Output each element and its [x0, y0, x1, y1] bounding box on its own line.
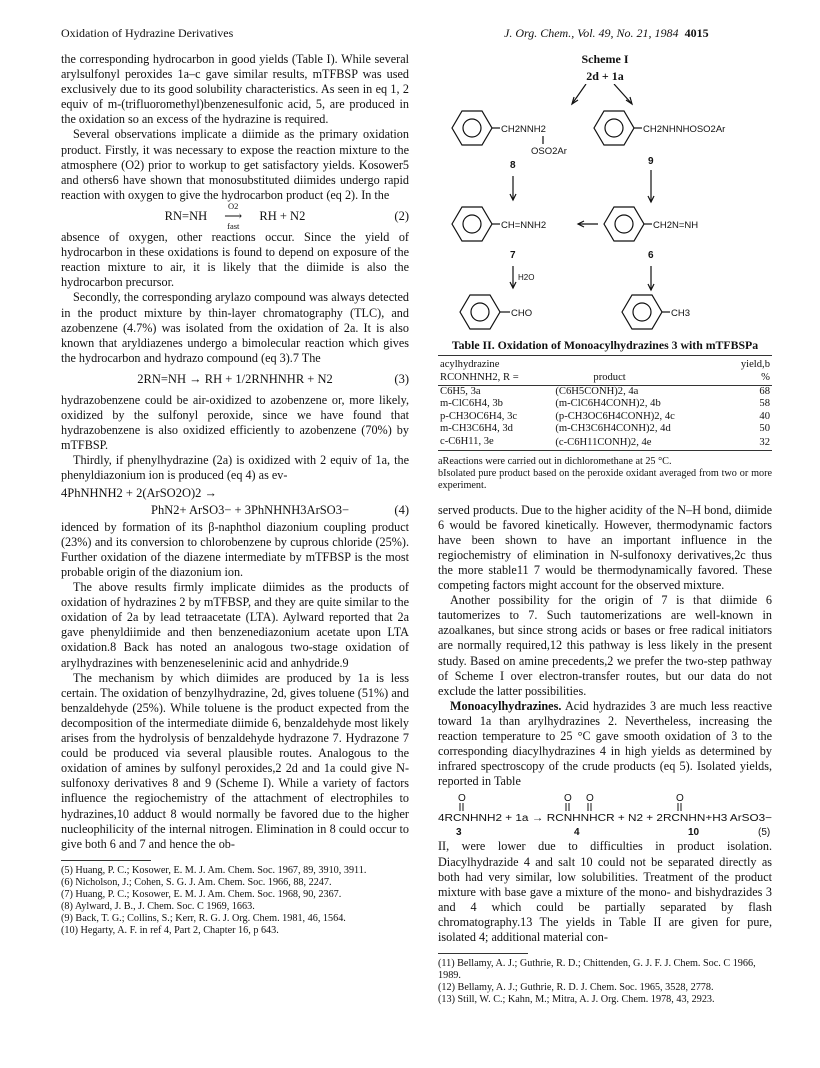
paragraph: II, were lower due to difficulties in product isolation. Diacylhydrazide 4 and salt 10 could not be separated directly as both had very similar, low solubilities. Treatment of the product mixture with base gave a mixture of the mono- and bishydrazides 3 and 4 which could be partially separated by flash chromatography.13 The yields in Table II are given for pure, isolated 4; additional material con- [438, 839, 772, 944]
scheme-reactants: 2d + 1a [586, 69, 624, 84]
scheme-title: Scheme I [581, 52, 629, 66]
footnote-rule [61, 860, 151, 861]
compound-6-group: CH2N=NH [653, 220, 699, 232]
equation-2: RN=NH O2 ⟶ fast RH + N2 (2) [164, 200, 409, 231]
reagent-water: H2O [518, 273, 535, 283]
compound-label-8: 8 [510, 160, 516, 172]
running-header: Oxidation of Hydrazine Derivatives [61, 26, 234, 40]
table-header-cell: acylhydrazine RCONHNH2, R = [440, 359, 519, 383]
benzene-ring [622, 295, 662, 329]
table-row: m-CH3C6H4, 3d (m-CH3C6H4CONH)2, 4d 50 [440, 423, 770, 435]
paragraph: served products. Due to the higher acidity of the N–H bond, diimide 6 would be favored kinetically. However, thermodynamic factors have been shown to have an important influence in the regiochemistry of elimination in N-sulfonoxy derivatives,2c thus the more stable11 7 would be thermodynamically favored. These competing factors might account for the observed mixture. [438, 502, 772, 593]
equation-5 [438, 791, 772, 837]
journal-citation: J. Org. Chem., Vol. 49, No. 21, 1984 4015 [504, 26, 709, 40]
compound-8-group: CH2NNH2 [501, 124, 546, 136]
svg-text:O: O [564, 793, 572, 805]
paragraph: Monoacylhydrazines. Acid hydrazides 3 are much less reactive toward 1a than arylhydrazines 2. Nevertheless, increasing the reaction temperature to 25 °C gave smooth oxidation of 3 to the corresponding diacylhydrazines 4 in high yields as determined by infrared spectroscopy of the crude products (eq 5). Isolated yields, reported in Table [438, 698, 772, 789]
left-column [61, 52, 409, 937]
table-ii [438, 355, 772, 451]
table-row: p-CH3OC6H4, 3c (p-CH3OC6H4CONH)2, 4c 40 [440, 410, 770, 422]
equation-4-line-2: PhN2+ ArSO3− + 3PhNHNH3ArSO3− (4) [151, 502, 409, 517]
footnote: (8) Aylward, J. B., J. Chem. Soc. C 1969, 1663. [61, 900, 255, 912]
benzene-ring [452, 207, 492, 241]
paragraph: idenced by formation of its β-naphthol diazonium coupling product (23%) and its conversion to chlorobenzene by cuprous chloride (25%). Further oxidation of the diazene intermediate by mTFBSP is the most probable origin of the diazonium ion. [61, 519, 409, 579]
table-note: aReactions were carried out in dichloromethane at 25 °C. [438, 456, 672, 468]
table-note: bIsolated pure product based on the peroxide oxidant averaged from two or more experiment. [438, 468, 772, 492]
product-ch3: CH3 [671, 308, 691, 320]
equation-3: 2RN=NH → RH + 1/2RNHNHR + N2 (3) [137, 371, 409, 386]
paragraph: the corresponding hydrocarbon in good yields (Table I). While several arylsulfonyl peroxides 1a–c gave similar results, mTFBSP was used exclusively due to its good solubility characteristics. As seen in eq 1, 2 equiv of m-(trifluoromethyl)benzenesulfonic acid, 5, are produced in the oxidation so an excess of the hydrazine is required. [61, 52, 409, 127]
paragraph: absence of oxygen, other reactions occur. Since the yield of hydrocarbon in these oxidations is found to depend on exposure of the reaction mixture to air, it is likely that the diimide is also the hydrocarbon precursor. [61, 230, 409, 290]
section-heading: Monoacylhydrazines. [450, 698, 562, 713]
table-title: Table II. Oxidation of Monoacylhydrazines 3 with mTFBSPa [451, 338, 759, 353]
footnote: (12) Bellamy, A. J.; Guthrie, R. D. J. Chem. Soc. 1965, 3528, 2778. [438, 982, 714, 994]
footnote: (6) Nicholson, J.; Cohen, S. G. J. Am. Chem. Soc. 1966, 88, 2247. [61, 876, 332, 888]
footnote: (5) Huang, P. C.; Kosower, E. M. J. Am. Chem. Soc. 1967, 89, 3910, 3911. [61, 864, 367, 876]
compound-label-9: 9 [648, 156, 654, 168]
svg-text:3: 3 [456, 827, 462, 838]
compound-8-substituent: OSO2Ar [531, 146, 567, 158]
equation-4-line-1: 4PhNHNH2 + 2(ArSO2O)2 → [61, 485, 218, 500]
footnote: (7) Huang, P. C.; Kosower, E. M. J. Am. Chem. Soc. 1968, 90, 2367. [61, 888, 342, 900]
paragraph: Another possibility for the origin of 7 is that diimide 6 tautomerizes to 7. Such tautomerizations are well-known in azoalkanes, but since strong acids or bases or free radical initiators are normally required,12 this pathway is less likely in the present study. Based on amine precedents,2 we prefer the two-step pathway of Scheme I over electron-transfer routes, but our data do not exclude the latter possibilities. [438, 593, 772, 698]
paragraph: Secondly, the corresponding arylazo compound was always detected in the product mixture by thin-layer chromatography (TLC), and azobenzene (4.7%) was isolated from the oxidation of 2a. It is also known that aryldiazenes undergo a bimolecular reaction which gives the hydrocarbon and hydrazo compound (eq 3).7 The [61, 290, 409, 365]
svg-text:O: O [676, 793, 684, 805]
compound-9-group: CH2NHNHOSO2Ar [643, 124, 726, 136]
benzene-ring [594, 111, 634, 145]
benzene-ring [604, 207, 644, 241]
paragraph: Several observations implicate a diimide as the primary oxidation product. Firstly, it was necessary to expose the reaction mixture to the atmosphere (O2) prior to workup to get satisfactory yields. Kosower5 and others6 have shown that monosubstituted diimides undergo rapid reaction with oxygen to give the hydrocarbon product (eq 2). In the [61, 127, 409, 202]
svg-text:O: O [458, 793, 466, 805]
table-header-cell: product [593, 371, 626, 383]
footnote: (9) Back, T. G.; Collins, S.; Kerr, R. G. J. Org. Chem. 1981, 46, 1564. [61, 912, 346, 924]
footnote-rule [438, 953, 528, 954]
paragraph: The above results firmly implicate diimides as the products of oxidation of hydrazines 2 by mTFBSP, and they are quite similar to the oxidation of 2a by lead tetraacetate (LTA). Aylward reported that 2a gave phenyldiimide and then benzenediazonium acetate upon LTA oxidation.8 Back has noted an analogous two-stage oxidation of arylhydrazines with benzeneseleninic acid and anhydride.9 [61, 580, 409, 670]
paragraph: The mechanism by which diimides are produced by 1a is less certain. The oxidation of benzylhydrazine, 2d, gives toluene (51%) and benzaldehyde (25%). While toluene is the product expected from the decomposition of the intermediate diimide 6, benzaldehyde most likely arises from the hydrolysis of benzaldehyde hydrazone 7. Hydrazone 7 could be produced via several plausible routes. Analogous to the oxidation of amines by sulfonyl peroxides,2 2d and 1a could give N-sulfonoxy derivatives 8 and 9 (Scheme I). While a variety of factors influence the regiochemistry of the attachment of electrophiles to hydrazines,10 adduct 8 would normally be favored due to the higher nucleophilicity of the internal nitrogen. Elimination in 8 could occur to give both 6 and 7 and hence the ob- [61, 670, 409, 851]
benzene-ring [452, 111, 492, 145]
svg-text:(5): (5) [758, 827, 771, 838]
svg-text:10: 10 [688, 827, 700, 838]
footnote: (10) Hegarty, A. F. in ref 4, Part 2, Chapter 16, p 643. [61, 924, 279, 936]
compound-7-group: CH=NNH2 [501, 220, 547, 232]
svg-text:4RCNHNH2 + 1a → RCNHNHCR + N2: 4RCNHNH2 + 1a → RCNHNHCR + N2 + 2RCNHN+H3 ArSO3− [438, 813, 772, 825]
compound-label-7: 7 [510, 250, 516, 262]
paragraph: Thirdly, if phenylhydrazine (2a) is oxidized with 2 equiv of 1a, the phenyldiazonium ion is produced (eq 4) as ev- [61, 453, 409, 483]
scheme-diagram [438, 84, 772, 334]
right-column [438, 52, 772, 1006]
table-row: c-C6H11, 3e (c-C6H11CONH)2, 4e 32 [438, 436, 772, 451]
paragraph: hydrazobenzene could be air-oxidized to azobenzene or, more likely, oxidized by the sulfonyl peroxide, since we have found that hydrazobenzene is also oxidized efficiently to azobenzene (70%) by mTFBSP. [61, 392, 409, 453]
table-row: C6H5, 3a (C6H5CONH)2, 4a 68 [440, 386, 770, 397]
svg-text:O: O [586, 793, 594, 805]
product-cho: CHO [511, 308, 533, 320]
table-header-cell: yield,b % [740, 359, 770, 383]
footnote: (11) Bellamy, A. J.; Guthrie, R. D.; Chittenden, G. J. F. J. Chem. Soc. C 1966, 1989. [438, 958, 756, 982]
benzene-ring [460, 295, 500, 329]
footnote: (13) Still, W. C.; Kahn, M.; Mitra, A. J. Org. Chem. 1978, 43, 2923. [438, 994, 715, 1006]
svg-text:4: 4 [574, 827, 580, 838]
table-row: m-ClC6H4, 3b (m-ClC6H4CONH)2, 4b 58 [440, 398, 770, 410]
compound-label-6: 6 [648, 250, 654, 262]
